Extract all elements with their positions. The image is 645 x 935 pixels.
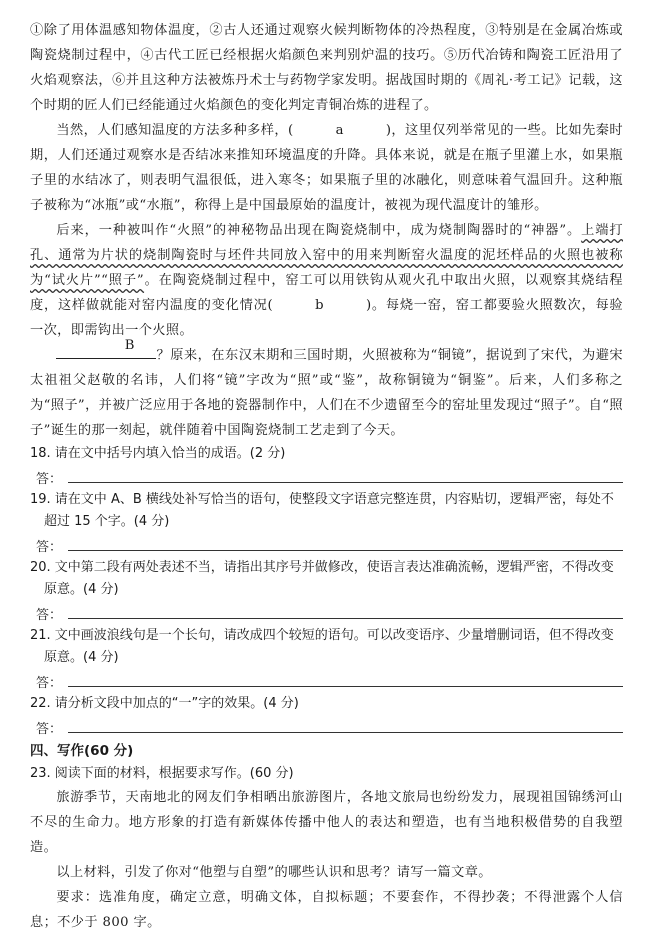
p3-before: 后来，一种被叫作“火照”的神秘物品出现在陶瓷烧制中，成为烧制陶器时的“神器”。: [56, 223, 582, 238]
p2-before: 当然，人们感知温度的方法多种多样，(: [56, 123, 294, 138]
question-23: 23. 阅读下面的材料，根据要求写作。(60 分): [30, 766, 294, 781]
p3-mid: 。在陶瓷烧制过程中，窑工可以用铁钩从观火孔中取出火照，以观察其烧结程度，这样做就能对窑内温度的变化情况(: [30, 273, 623, 313]
blank-B-line: [56, 338, 156, 359]
question-22: 22. 请分析文段中加点的“一”字的效果。(4 分): [30, 696, 299, 711]
passage-paragraph-4: [30, 338, 623, 443]
wavy-underlined-sentence: 上端打孔、通常为片状的烧制陶瓷时与坯件共同放入窑中的用来判断窑火温度的泥坯样品的火照也被称为“试火片”“照子”: [30, 223, 623, 288]
answer-line-18[interactable]: [30, 465, 623, 487]
answer-underline: [68, 686, 623, 687]
p4-after: ？原来，在东汉末期和三国时期，火照被称为“铜镜”，据说到了宋代，为避宋太祖祖父赵敬的名讳，人们将“镜”字改为“照”或“鉴”，故称铜镜为“铜鉴”。后来，人们多称之为“照子”，并被广泛应用于各地的瓷器制作中，人们在不少遗留至今的窑址里发现过“照子”。自“照子”诞生的那一刻起，就伴随着中国陶瓷烧制工艺走到了今天。: [30, 348, 623, 438]
writing-material: 旅游季节，天南地北的网友们争相晒出旅游图片，各地文旅局也纷纷发力，展现祖国锦绣河山不尽的生命力。地方形象的打造有新媒体传播中他人的表达和塑造，也有当地积极借势的自我塑造。: [30, 790, 623, 855]
answer-underline: [68, 482, 623, 483]
writing-prompt: 以上材料，引发了你对“他塑与自塑”的哪些认识和思考？请写一篇文章。: [56, 865, 492, 880]
answer-underline: [68, 618, 623, 619]
answer-label: 答：: [36, 722, 63, 737]
answer-underline: [68, 732, 623, 733]
section-writing-title: 四、写作(60 分): [30, 743, 134, 759]
passage-paragraph-1: ①除了用体温感知物体温度，②古人还通过观察火候判断物体的冷热程度，③特别是在金属冶炼或陶瓷烧制过程中，④古代工匠已经根据火焰颜色来判别炉温的技巧。⑤历代冶铸和陶瓷工匠沿用了火焰观察法，⑥并且这种方法被炼丹术士与药物学家发明。据战国时期的《周礼·考工记》记载，这个时期的匠人们已经能通过火焰颜色的变化判定青铜冶炼的进程了。: [30, 23, 623, 113]
answer-line-20[interactable]: [30, 601, 623, 623]
passage-paragraph-2: [30, 118, 623, 218]
blank-b-mark: b: [315, 298, 324, 313]
question-18: 18. 请在文中括号内填入恰当的成语。(2 分): [30, 446, 286, 461]
answer-label: 答：: [36, 472, 63, 487]
answer-label: 答：: [36, 676, 63, 691]
answer-underline: [68, 550, 623, 551]
answer-line-22[interactable]: [30, 715, 623, 737]
answer-line-21[interactable]: [30, 669, 623, 691]
p3-after: )。每烧一窑，窑工都要验火照数次，每验一次，即需钩出一个火照。: [30, 298, 623, 338]
answer-line-19[interactable]: [30, 533, 623, 555]
question-20: 20. 文中第二段有两处表述不当，请指出其序号并做修改，使语言表达准确流畅，逻辑严密，不得改变原意。(4 分): [30, 560, 614, 597]
question-21: 21. 文中画波浪线句是一个长句，请改成四个较短的语句。可以改变语序、少量增删词语，但不得改变原意。(4 分): [30, 628, 614, 665]
p2-after: )，这里仅列举常见的一些。比如先秦时期，人们还通过观察水是否结冰来推知环境温度的升降。具体来说，就是在瓶子里灌上水，如果瓶子里的水结冰了，则表明气温很低，进入寒冬；如果瓶子里的冰融化，则意味着气温回升。这种瓶子被称为“冰瓶”或“水瓶”，称得上是中国最原始的温度计，被视为现代温度计的雏形。: [30, 123, 623, 213]
writing-requirements: 要求：选准角度，确定立意，明确文体，自拟标题；不要套作，不得抄袭；不得泄露个人信息；不少于 800 字。: [30, 890, 623, 930]
question-19: 19. 请在文中 A、B 横线处补写恰当的语句，使整段文字语意完整连贯，内容贴切，逻辑严密，每处不超过 15 个字。(4 分): [30, 492, 614, 529]
blank-a-mark: a: [335, 123, 344, 138]
answer-label: 答：: [36, 608, 63, 623]
passage-paragraph-3: [30, 218, 623, 343]
answer-label: 答：: [36, 540, 63, 555]
blank-B-mark: B: [124, 338, 135, 353]
